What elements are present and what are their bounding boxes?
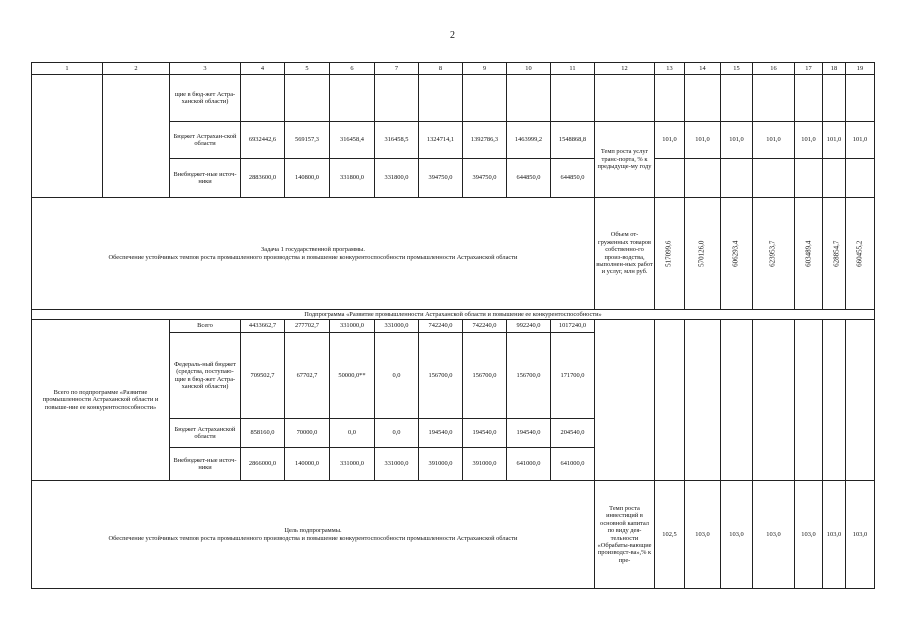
col-num: 7	[375, 63, 419, 75]
col-num: 12	[595, 63, 655, 75]
value-cell: 0,0	[375, 333, 419, 419]
col-num: 10	[507, 63, 551, 75]
col-num: 16	[753, 63, 795, 75]
value-cell: 331000,0	[375, 320, 419, 333]
value-cell: 394750,0	[463, 159, 507, 198]
value-cell: 1392786,3	[463, 122, 507, 159]
col-num: 14	[685, 63, 721, 75]
value-cell: 156700,0	[419, 333, 463, 419]
value-cell: 140000,0	[285, 448, 330, 481]
value-cell: 628854,7	[832, 240, 841, 267]
value-cell: 331800,0	[330, 159, 375, 198]
value-cell: 858160,0	[241, 419, 285, 448]
program-table	[31, 62, 875, 589]
subprogram-row	[32, 310, 875, 320]
value-cell: 992240,0	[507, 320, 551, 333]
value-cell: 1324714,1	[419, 122, 463, 159]
value-cell: 140800,0	[285, 159, 330, 198]
value-cell: 194540,0	[507, 419, 551, 448]
value-cell: 2883600,0	[241, 159, 285, 198]
value-cell: 660455,2	[855, 240, 864, 267]
value-cell: 641000,0	[507, 448, 551, 481]
col-num: 15	[721, 63, 753, 75]
task-title: Задача 1 государственной программы.	[261, 246, 365, 254]
column-number-row	[32, 63, 875, 75]
value-cell: 331000,0	[330, 320, 375, 333]
value-cell: 101,0	[795, 122, 823, 159]
value-cell: 101,0	[655, 122, 685, 159]
value-cell: 569157,3	[285, 122, 330, 159]
value-cell: 623953,7	[768, 240, 777, 267]
value-cell: 103,0	[846, 481, 875, 589]
value-cell: 50000,0**	[330, 333, 375, 419]
value-cell: 70000,0	[285, 419, 330, 448]
value-cell: 644850,0	[507, 159, 551, 198]
col-num: 17	[795, 63, 823, 75]
value-cell: 277702,7	[285, 320, 330, 333]
value-cell: 2866000,0	[241, 448, 285, 481]
value-cell: 391000,0	[419, 448, 463, 481]
value-cell: 1548868,8	[551, 122, 595, 159]
col-num: 1	[32, 63, 103, 75]
value-cell: 101,0	[846, 122, 875, 159]
value-cell: 644850,0	[551, 159, 595, 198]
value-cell: 101,0	[823, 122, 846, 159]
value-cell: 394750,0	[419, 159, 463, 198]
value-cell: 0,0	[375, 419, 419, 448]
value-cell: 570126,0	[697, 240, 706, 267]
value-cell: 1463999,2	[507, 122, 551, 159]
col-num: 18	[823, 63, 846, 75]
col-num: 11	[551, 63, 595, 75]
value-cell: 316458,5	[375, 122, 419, 159]
value-cell: 331800,0	[375, 159, 419, 198]
value-cell: 709502,7	[241, 333, 285, 419]
value-cell: 603489,4	[804, 240, 813, 267]
source-cell: Внебюджет-ные источ-ники	[170, 448, 241, 481]
value-cell: 1017240,0	[551, 320, 595, 333]
value-cell: 606293,4	[731, 240, 740, 267]
value-cell: 0,0	[330, 419, 375, 448]
source-cell: Бюджет Астрахан-ской области	[170, 122, 241, 159]
col-num: 9	[463, 63, 507, 75]
col-num: 5	[285, 63, 330, 75]
value-cell: 103,0	[753, 481, 795, 589]
task-row	[32, 198, 875, 310]
col-num: 3	[170, 63, 241, 75]
value-cell: 6932442,6	[241, 122, 285, 159]
value-cell: 101,0	[753, 122, 795, 159]
value-cell: 742240,0	[419, 320, 463, 333]
value-cell: 101,0	[721, 122, 753, 159]
indicator-cell: Объем от-груженных товаров собственно-го произ-водства, выполнен-ных работ и услуг, млн руб.	[595, 198, 655, 310]
page-number: 2	[450, 30, 455, 41]
value-cell: 156700,0	[507, 333, 551, 419]
value-cell: 171700,0	[551, 333, 595, 419]
goal-title: Цель подпрограммы.	[284, 527, 342, 535]
value-cell: 331000,0	[330, 448, 375, 481]
indicator-cell: Темп роста инвестиций в основной капитал по виду дея-тельности «Обрабаты-вающие производст-ва»,% к пре-	[595, 481, 655, 589]
value-cell: 331000,0	[375, 448, 419, 481]
value-cell: 316458,4	[330, 122, 375, 159]
task-cell	[32, 198, 595, 310]
source-cell: Всего	[170, 320, 241, 333]
value-cell: 67702,7	[285, 333, 330, 419]
value-cell: 156700,0	[463, 333, 507, 419]
total-label: Всего по подпрограмме «Развитие промышленности Астраханской области и повыше-ние ее конкурентоспособности»	[32, 320, 170, 481]
col-num: 6	[330, 63, 375, 75]
source-cell: Внебюджет-ные источ-ники	[170, 159, 241, 198]
source-cell: Федераль-ный бюджет (средства, поступаю-щие в бюд-жет Астра-ханской области)	[170, 333, 241, 419]
task-description: Обеспечение устойчивых темпов роста промышленного производства и повышение конкурентоспособности промышленности Астраханской области	[108, 253, 518, 261]
goal-row	[32, 481, 875, 589]
value-cell: 194540,0	[419, 419, 463, 448]
value-cell: 101,0	[685, 122, 721, 159]
value-cell: 194540,0	[463, 419, 507, 448]
table-row	[32, 320, 875, 333]
value-cell: 204540,0	[551, 419, 595, 448]
value-cell: 4433662,7	[241, 320, 285, 333]
col-num: 4	[241, 63, 285, 75]
value-cell: 103,0	[795, 481, 823, 589]
indicator-cell: Темп роста услуг транс-порта, % к предыдуще-му году	[595, 122, 655, 198]
subprogram-title: Подпрограмма «Развитие промышленности Астраханской области и повышение ее конкурентоспособности»	[32, 310, 875, 320]
goal-cell	[32, 481, 595, 589]
col-num: 8	[419, 63, 463, 75]
value-cell: 103,0	[721, 481, 753, 589]
value-cell: 391000,0	[463, 448, 507, 481]
value-cell: 641000,0	[551, 448, 595, 481]
source-cell: Бюджет Астраханской области	[170, 419, 241, 448]
value-cell: 517099,6	[664, 240, 673, 267]
value-cell: 742240,0	[463, 320, 507, 333]
value-cell: 103,0	[685, 481, 721, 589]
table-row	[32, 75, 875, 122]
value-cell: 103,0	[823, 481, 846, 589]
value-cell: 102,5	[655, 481, 685, 589]
col-num: 2	[103, 63, 170, 75]
source-cell: щие в бюд-жет Астра-ханской области)	[170, 75, 241, 122]
goal-description: Обеспечение устойчивых темпов роста промышленного производства и повышение конкурентоспособности промышленности Астраханской области	[108, 534, 518, 542]
col-num: 13	[655, 63, 685, 75]
col-num: 19	[846, 63, 875, 75]
